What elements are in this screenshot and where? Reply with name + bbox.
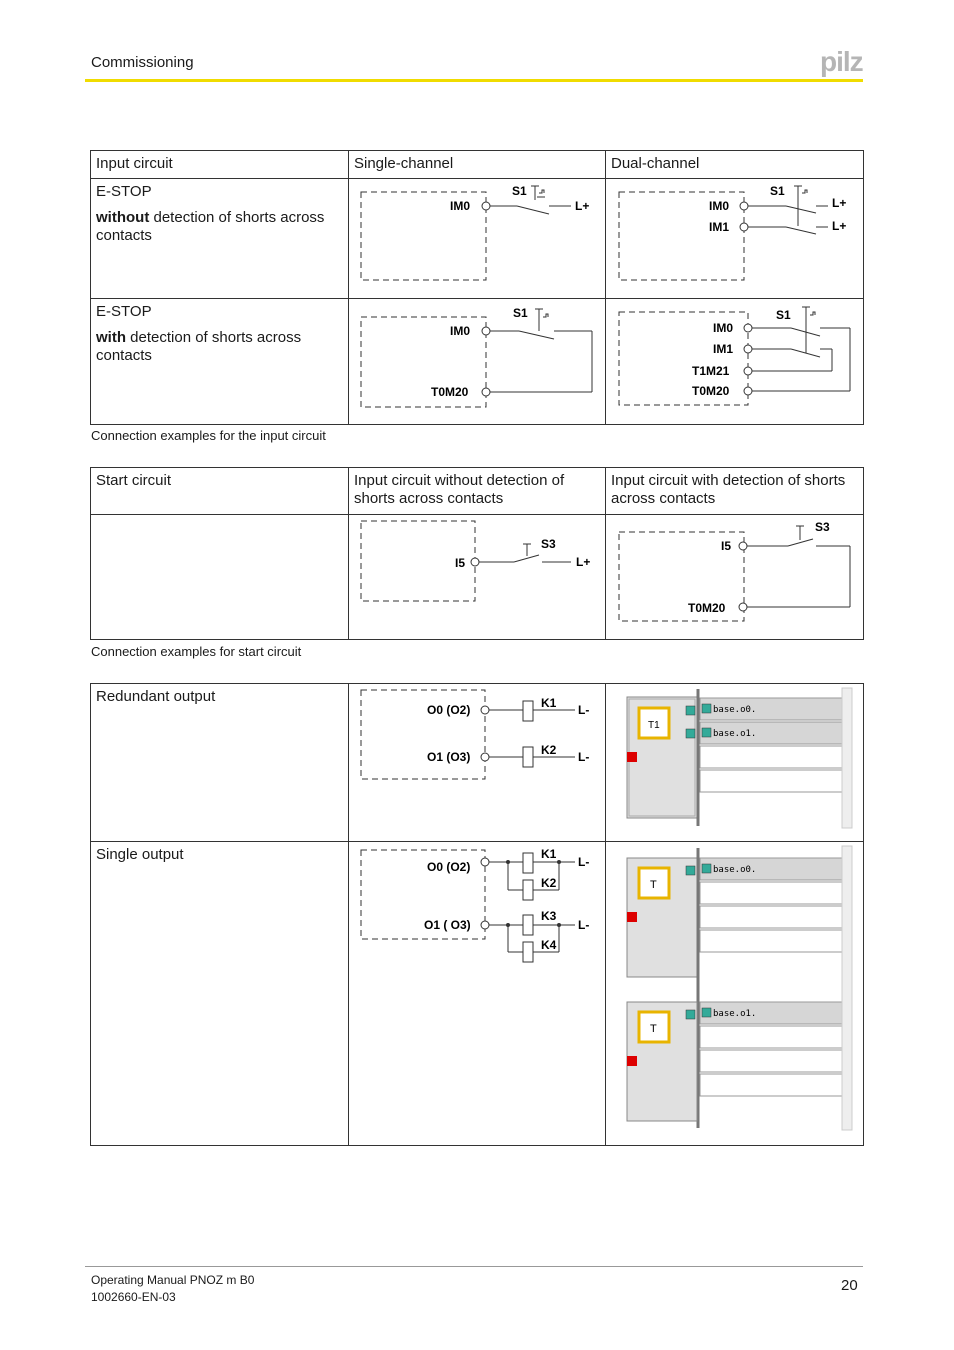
t-label: T (650, 879, 657, 891)
lplus-label: L+ (575, 199, 590, 213)
bold-word: without (96, 209, 150, 226)
t0m20-label: T0M20 (692, 384, 730, 398)
dual-channel-diagram (606, 179, 864, 299)
row-title: E-STOP (96, 303, 152, 320)
single-channel-diagram (349, 179, 606, 299)
bold-word: with (96, 329, 126, 346)
k1-label: K1 (541, 696, 557, 710)
red-status-icon (627, 1056, 637, 1066)
header-rule (85, 79, 863, 82)
s1-label: S1 (770, 184, 785, 198)
s3-label: S3 (815, 520, 830, 534)
im1-label: IM1 (713, 342, 734, 356)
im0-label: IM0 (450, 324, 471, 338)
t0m20-label: T0M20 (431, 385, 469, 399)
i5-label: I5 (455, 556, 466, 570)
im0-label: IM0 (713, 321, 734, 335)
row-desc: detection of shorts across contacts (96, 329, 302, 364)
k1-label: K1 (541, 847, 557, 861)
base-o1-label: base.o1. (713, 1009, 757, 1019)
k4-label: K4 (541, 938, 557, 952)
single-output-diagram (349, 842, 606, 1146)
s1-label: S1 (776, 308, 791, 322)
start-no-detect-diagram (349, 515, 606, 640)
t1m21-label: T1M21 (692, 364, 730, 378)
output-table (90, 683, 864, 1146)
s3-label: S3 (541, 537, 556, 551)
single-channel-detect-diagram (349, 299, 606, 425)
row-desc: detection of shorts across contacts (96, 209, 325, 244)
red-status-icon (627, 752, 637, 762)
base-o0-label: base.o0. (713, 705, 757, 715)
table-caption: Connection examples for the input circuit (91, 428, 326, 443)
im0-label: IM0 (709, 199, 730, 213)
start-detect-diagram (606, 515, 864, 640)
t1-label: T1 (648, 720, 660, 731)
o1-label: O1 ( O3) (424, 918, 471, 932)
k2-label: K2 (541, 876, 557, 890)
im0-label: IM0 (450, 199, 471, 213)
lminus-label: L- (578, 750, 590, 764)
footer-rule (85, 1266, 863, 1267)
row-label: Single output (91, 842, 349, 1146)
o0-label: O0 (O2) (427, 703, 471, 717)
header-cell: Single-channel (349, 151, 606, 179)
row-title: E-STOP (96, 183, 152, 200)
input-circuit-table (90, 150, 864, 425)
header-cell: Dual-channel (606, 151, 864, 179)
base-o1-label: base.o1. (713, 729, 757, 739)
header-cell: Start circuit (91, 468, 349, 515)
t0m20-label: T0M20 (688, 601, 726, 615)
im1-label: IM1 (709, 220, 730, 234)
t-label: T (650, 1023, 657, 1035)
lminus-label: L- (578, 703, 590, 717)
page-number: 20 (841, 1277, 858, 1294)
row-label (91, 299, 349, 425)
s1-label: S1 (513, 306, 528, 320)
base-o0-label: base.o0. (713, 865, 757, 875)
lplus-label: L+ (832, 219, 847, 233)
i5-label: I5 (721, 539, 732, 553)
empty-cell (91, 515, 349, 640)
manual-title: Operating Manual PNOZ m B0 (91, 1273, 255, 1287)
header-cell: Input circuit (91, 151, 349, 179)
lminus-label: L- (578, 918, 590, 932)
header-cell: Input circuit with detection of shorts across contacts (606, 468, 864, 515)
k2-label: K2 (541, 743, 557, 757)
o1-label: O1 (O3) (427, 750, 471, 764)
redundant-output-editor (606, 684, 864, 842)
pilz-logo: pilz (820, 46, 863, 77)
o0-label: O0 (O2) (427, 860, 471, 874)
document-number: 1002660-EN-03 (91, 1290, 176, 1304)
row-label: Redundant output (91, 684, 349, 842)
s1-label: S1 (512, 184, 527, 198)
single-output-editor (606, 842, 864, 1146)
lplus-label: L+ (832, 196, 847, 210)
section-title: Commissioning (91, 54, 194, 71)
row-label (91, 179, 349, 299)
table-caption: Connection examples for start circuit (91, 644, 302, 659)
lplus-label: L+ (576, 555, 591, 569)
redundant-output-diagram (349, 684, 606, 842)
k3-label: K3 (541, 909, 557, 923)
red-status-icon (627, 912, 637, 922)
start-circuit-table (90, 467, 864, 640)
lminus-label: L- (578, 855, 590, 869)
header-cell: Input circuit without detection of shorts across contacts (349, 468, 606, 515)
dual-channel-detect-diagram (606, 299, 864, 425)
